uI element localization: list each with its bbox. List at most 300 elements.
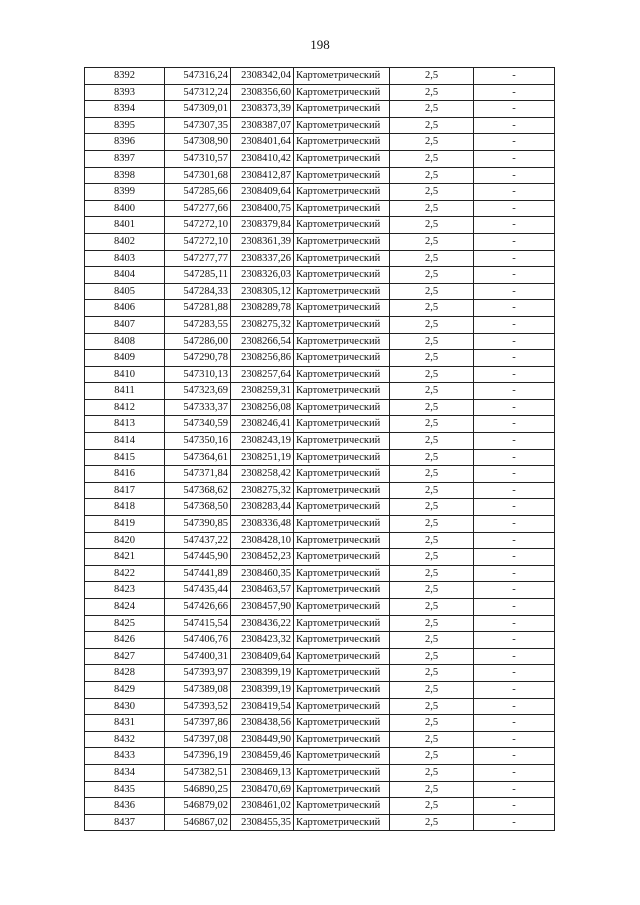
note-cell: - (474, 117, 555, 134)
x-coordinate-cell: 547310,13 (165, 366, 231, 383)
y-coordinate-cell: 2308400,75 (231, 200, 294, 217)
y-coordinate-cell: 2308275,32 (231, 316, 294, 333)
x-coordinate-cell: 547286,00 (165, 333, 231, 350)
table-row (85, 565, 555, 582)
x-coordinate-cell: 547285,66 (165, 184, 231, 201)
accuracy-cell: 2,5 (390, 267, 474, 284)
accuracy-cell: 2,5 (390, 665, 474, 682)
point-number-cell: 8405 (85, 283, 165, 300)
x-coordinate-cell: 547426,66 (165, 599, 231, 616)
point-number-cell: 8422 (85, 565, 165, 582)
note-cell: - (474, 316, 555, 333)
point-number-cell: 8420 (85, 532, 165, 549)
method-cell: Картометрический (294, 748, 390, 765)
note-cell: - (474, 615, 555, 632)
note-cell: - (474, 466, 555, 483)
method-cell: Картометрический (294, 764, 390, 781)
accuracy-cell: 2,5 (390, 748, 474, 765)
table-row (85, 764, 555, 781)
method-cell: Картометрический (294, 150, 390, 167)
table-row (85, 632, 555, 649)
table-row (85, 150, 555, 167)
note-cell: - (474, 366, 555, 383)
y-coordinate-cell: 2308337,26 (231, 250, 294, 267)
y-coordinate-cell: 2308326,03 (231, 267, 294, 284)
x-coordinate-cell: 547368,50 (165, 499, 231, 516)
method-cell: Картометрический (294, 283, 390, 300)
table-row (85, 715, 555, 732)
table-row (85, 814, 555, 831)
accuracy-cell: 2,5 (390, 200, 474, 217)
point-number-cell: 8423 (85, 582, 165, 599)
method-cell: Картометрический (294, 68, 390, 85)
x-coordinate-cell: 547441,89 (165, 565, 231, 582)
note-cell: - (474, 217, 555, 234)
point-number-cell: 8424 (85, 599, 165, 616)
method-cell: Картометрический (294, 184, 390, 201)
accuracy-cell: 2,5 (390, 798, 474, 815)
y-coordinate-cell: 2308452,23 (231, 549, 294, 566)
x-coordinate-cell: 547301,68 (165, 167, 231, 184)
table-row (85, 731, 555, 748)
y-coordinate-cell: 2308461,02 (231, 798, 294, 815)
x-coordinate-cell: 547283,55 (165, 316, 231, 333)
note-cell: - (474, 150, 555, 167)
note-cell: - (474, 84, 555, 101)
point-number-cell: 8394 (85, 101, 165, 118)
note-cell: - (474, 167, 555, 184)
y-coordinate-cell: 2308419,54 (231, 698, 294, 715)
point-number-cell: 8411 (85, 383, 165, 400)
method-cell: Картометрический (294, 399, 390, 416)
accuracy-cell: 2,5 (390, 167, 474, 184)
note-cell: - (474, 482, 555, 499)
accuracy-cell: 2,5 (390, 416, 474, 433)
method-cell: Картометрический (294, 731, 390, 748)
method-cell: Картометрический (294, 117, 390, 134)
x-coordinate-cell: 547272,10 (165, 233, 231, 250)
point-number-cell: 8400 (85, 200, 165, 217)
accuracy-cell: 2,5 (390, 366, 474, 383)
x-coordinate-cell: 547290,78 (165, 350, 231, 367)
note-cell: - (474, 433, 555, 450)
table-row (85, 781, 555, 798)
point-number-cell: 8397 (85, 150, 165, 167)
table-row (85, 416, 555, 433)
y-coordinate-cell: 2308470,69 (231, 781, 294, 798)
note-cell: - (474, 267, 555, 284)
accuracy-cell: 2,5 (390, 648, 474, 665)
note-cell: - (474, 250, 555, 267)
note-cell: - (474, 582, 555, 599)
point-number-cell: 8431 (85, 715, 165, 732)
note-cell: - (474, 798, 555, 815)
y-coordinate-cell: 2308266,54 (231, 333, 294, 350)
table-row (85, 681, 555, 698)
table-row (85, 267, 555, 284)
note-cell: - (474, 300, 555, 317)
method-cell: Картометрический (294, 233, 390, 250)
accuracy-cell: 2,5 (390, 532, 474, 549)
point-number-cell: 8412 (85, 399, 165, 416)
x-coordinate-cell: 547389,08 (165, 681, 231, 698)
point-number-cell: 8421 (85, 549, 165, 566)
point-number-cell: 8409 (85, 350, 165, 367)
table-row (85, 316, 555, 333)
point-number-cell: 8436 (85, 798, 165, 815)
accuracy-cell: 2,5 (390, 715, 474, 732)
x-coordinate-cell: 547400,31 (165, 648, 231, 665)
accuracy-cell: 2,5 (390, 117, 474, 134)
y-coordinate-cell: 2308379,84 (231, 217, 294, 234)
accuracy-cell: 2,5 (390, 764, 474, 781)
point-number-cell: 8399 (85, 184, 165, 201)
accuracy-cell: 2,5 (390, 632, 474, 649)
accuracy-cell: 2,5 (390, 698, 474, 715)
y-coordinate-cell: 2308256,08 (231, 399, 294, 416)
table-row (85, 383, 555, 400)
y-coordinate-cell: 2308275,32 (231, 482, 294, 499)
method-cell: Картометрический (294, 582, 390, 599)
x-coordinate-cell: 546879,02 (165, 798, 231, 815)
point-number-cell: 8429 (85, 681, 165, 698)
table-row (85, 68, 555, 85)
x-coordinate-cell: 547390,85 (165, 516, 231, 533)
x-coordinate-cell: 547406,76 (165, 632, 231, 649)
method-cell: Картометрический (294, 134, 390, 151)
point-number-cell: 8398 (85, 167, 165, 184)
x-coordinate-cell: 547272,10 (165, 217, 231, 234)
table-row (85, 748, 555, 765)
x-coordinate-cell: 547281,88 (165, 300, 231, 317)
method-cell: Картометрический (294, 466, 390, 483)
accuracy-cell: 2,5 (390, 350, 474, 367)
note-cell: - (474, 565, 555, 582)
accuracy-cell: 2,5 (390, 814, 474, 831)
accuracy-cell: 2,5 (390, 233, 474, 250)
method-cell: Картометрический (294, 665, 390, 682)
x-coordinate-cell: 547397,08 (165, 731, 231, 748)
table-row (85, 466, 555, 483)
accuracy-cell: 2,5 (390, 499, 474, 516)
note-cell: - (474, 333, 555, 350)
accuracy-cell: 2,5 (390, 399, 474, 416)
table-row (85, 698, 555, 715)
point-number-cell: 8432 (85, 731, 165, 748)
point-number-cell: 8414 (85, 433, 165, 450)
note-cell: - (474, 350, 555, 367)
x-coordinate-cell: 547396,19 (165, 748, 231, 765)
x-coordinate-cell: 547435,44 (165, 582, 231, 599)
x-coordinate-cell: 547397,86 (165, 715, 231, 732)
table-row (85, 449, 555, 466)
point-number-cell: 8417 (85, 482, 165, 499)
point-number-cell: 8426 (85, 632, 165, 649)
point-number-cell: 8395 (85, 117, 165, 134)
table-row (85, 233, 555, 250)
note-cell: - (474, 781, 555, 798)
point-number-cell: 8406 (85, 300, 165, 317)
y-coordinate-cell: 2308387,07 (231, 117, 294, 134)
accuracy-cell: 2,5 (390, 150, 474, 167)
accuracy-cell: 2,5 (390, 549, 474, 566)
accuracy-cell: 2,5 (390, 582, 474, 599)
note-cell: - (474, 665, 555, 682)
method-cell: Картометрический (294, 549, 390, 566)
method-cell: Картометрический (294, 250, 390, 267)
y-coordinate-cell: 2308251,19 (231, 449, 294, 466)
note-cell: - (474, 814, 555, 831)
point-number-cell: 8393 (85, 84, 165, 101)
table-row (85, 184, 555, 201)
method-cell: Картометрический (294, 366, 390, 383)
method-cell: Картометрический (294, 333, 390, 350)
point-number-cell: 8408 (85, 333, 165, 350)
note-cell: - (474, 532, 555, 549)
x-coordinate-cell: 547285,11 (165, 267, 231, 284)
x-coordinate-cell: 547307,35 (165, 117, 231, 134)
method-cell: Картометрический (294, 383, 390, 400)
table-row (85, 84, 555, 101)
note-cell: - (474, 283, 555, 300)
method-cell: Картометрический (294, 698, 390, 715)
table-row (85, 499, 555, 516)
y-coordinate-cell: 2308409,64 (231, 648, 294, 665)
method-cell: Картометрический (294, 516, 390, 533)
table-row (85, 399, 555, 416)
point-number-cell: 8404 (85, 267, 165, 284)
y-coordinate-cell: 2308409,64 (231, 184, 294, 201)
x-coordinate-cell: 547368,62 (165, 482, 231, 499)
table-row (85, 582, 555, 599)
table-row (85, 101, 555, 118)
method-cell: Картометрический (294, 482, 390, 499)
point-number-cell: 8416 (85, 466, 165, 483)
point-number-cell: 8437 (85, 814, 165, 831)
accuracy-cell: 2,5 (390, 283, 474, 300)
y-coordinate-cell: 2308455,35 (231, 814, 294, 831)
point-number-cell: 8425 (85, 615, 165, 632)
method-cell: Картометрический (294, 101, 390, 118)
y-coordinate-cell: 2308457,90 (231, 599, 294, 616)
method-cell: Картометрический (294, 565, 390, 582)
table-row (85, 798, 555, 815)
y-coordinate-cell: 2308259,31 (231, 383, 294, 400)
method-cell: Картометрический (294, 416, 390, 433)
y-coordinate-cell: 2308361,39 (231, 233, 294, 250)
note-cell: - (474, 499, 555, 516)
x-coordinate-cell: 547393,52 (165, 698, 231, 715)
y-coordinate-cell: 2308283,44 (231, 499, 294, 516)
note-cell: - (474, 764, 555, 781)
accuracy-cell: 2,5 (390, 333, 474, 350)
method-cell: Картометрический (294, 200, 390, 217)
y-coordinate-cell: 2308289,78 (231, 300, 294, 317)
table-row (85, 283, 555, 300)
x-coordinate-cell: 547277,77 (165, 250, 231, 267)
method-cell: Картометрический (294, 316, 390, 333)
method-cell: Картометрический (294, 715, 390, 732)
point-number-cell: 8413 (85, 416, 165, 433)
table-row (85, 333, 555, 350)
table-row (85, 433, 555, 450)
method-cell: Картометрический (294, 217, 390, 234)
note-cell: - (474, 233, 555, 250)
accuracy-cell: 2,5 (390, 101, 474, 118)
y-coordinate-cell: 2308336,48 (231, 516, 294, 533)
x-coordinate-cell: 546867,02 (165, 814, 231, 831)
table-row (85, 549, 555, 566)
note-cell: - (474, 549, 555, 566)
note-cell: - (474, 101, 555, 118)
accuracy-cell: 2,5 (390, 681, 474, 698)
method-cell: Картометрический (294, 449, 390, 466)
x-coordinate-cell: 547323,69 (165, 383, 231, 400)
note-cell: - (474, 383, 555, 400)
y-coordinate-cell: 2308305,12 (231, 283, 294, 300)
y-coordinate-cell: 2308256,86 (231, 350, 294, 367)
method-cell: Картометрический (294, 615, 390, 632)
table-row (85, 200, 555, 217)
x-coordinate-cell: 547340,59 (165, 416, 231, 433)
table-row (85, 665, 555, 682)
accuracy-cell: 2,5 (390, 134, 474, 151)
method-cell: Картометрический (294, 599, 390, 616)
x-coordinate-cell: 547382,51 (165, 764, 231, 781)
table-row (85, 532, 555, 549)
note-cell: - (474, 416, 555, 433)
table-row (85, 167, 555, 184)
method-cell: Картометрический (294, 167, 390, 184)
table-row (85, 599, 555, 616)
method-cell: Картометрический (294, 798, 390, 815)
method-cell: Картометрический (294, 499, 390, 516)
point-number-cell: 8434 (85, 764, 165, 781)
table-row (85, 117, 555, 134)
y-coordinate-cell: 2308373,39 (231, 101, 294, 118)
x-coordinate-cell: 547371,84 (165, 466, 231, 483)
note-cell: - (474, 648, 555, 665)
x-coordinate-cell: 547309,01 (165, 101, 231, 118)
table-row (85, 250, 555, 267)
x-coordinate-cell: 547333,37 (165, 399, 231, 416)
point-number-cell: 8415 (85, 449, 165, 466)
method-cell: Картометрический (294, 300, 390, 317)
table-row (85, 482, 555, 499)
table-row (85, 134, 555, 151)
y-coordinate-cell: 2308449,90 (231, 731, 294, 748)
y-coordinate-cell: 2308469,13 (231, 764, 294, 781)
accuracy-cell: 2,5 (390, 184, 474, 201)
accuracy-cell: 2,5 (390, 599, 474, 616)
note-cell: - (474, 599, 555, 616)
y-coordinate-cell: 2308436,22 (231, 615, 294, 632)
y-coordinate-cell: 2308356,60 (231, 84, 294, 101)
point-number-cell: 8407 (85, 316, 165, 333)
accuracy-cell: 2,5 (390, 615, 474, 632)
accuracy-cell: 2,5 (390, 449, 474, 466)
point-number-cell: 8392 (85, 68, 165, 85)
point-number-cell: 8396 (85, 134, 165, 151)
note-cell: - (474, 681, 555, 698)
accuracy-cell: 2,5 (390, 482, 474, 499)
accuracy-cell: 2,5 (390, 84, 474, 101)
accuracy-cell: 2,5 (390, 300, 474, 317)
page-number: 198 (310, 37, 330, 52)
x-coordinate-cell: 547284,33 (165, 283, 231, 300)
accuracy-cell: 2,5 (390, 466, 474, 483)
note-cell: - (474, 698, 555, 715)
accuracy-cell: 2,5 (390, 68, 474, 85)
point-number-cell: 8428 (85, 665, 165, 682)
y-coordinate-cell: 2308401,64 (231, 134, 294, 151)
method-cell: Картометрический (294, 648, 390, 665)
note-cell: - (474, 200, 555, 217)
note-cell: - (474, 632, 555, 649)
x-coordinate-cell: 547310,57 (165, 150, 231, 167)
note-cell: - (474, 731, 555, 748)
x-coordinate-cell: 547393,97 (165, 665, 231, 682)
table-row (85, 615, 555, 632)
y-coordinate-cell: 2308246,41 (231, 416, 294, 433)
note-cell: - (474, 516, 555, 533)
y-coordinate-cell: 2308459,46 (231, 748, 294, 765)
point-number-cell: 8403 (85, 250, 165, 267)
method-cell: Картометрический (294, 781, 390, 798)
y-coordinate-cell: 2308399,19 (231, 681, 294, 698)
accuracy-cell: 2,5 (390, 433, 474, 450)
note-cell: - (474, 134, 555, 151)
y-coordinate-cell: 2308258,42 (231, 466, 294, 483)
table-row (85, 648, 555, 665)
x-coordinate-cell: 547364,61 (165, 449, 231, 466)
y-coordinate-cell: 2308428,10 (231, 532, 294, 549)
x-coordinate-cell: 547277,66 (165, 200, 231, 217)
accuracy-cell: 2,5 (390, 731, 474, 748)
table-row (85, 217, 555, 234)
y-coordinate-cell: 2308342,04 (231, 68, 294, 85)
y-coordinate-cell: 2308243,19 (231, 433, 294, 450)
table-row (85, 350, 555, 367)
note-cell: - (474, 399, 555, 416)
method-cell: Картометрический (294, 681, 390, 698)
y-coordinate-cell: 2308399,19 (231, 665, 294, 682)
accuracy-cell: 2,5 (390, 516, 474, 533)
point-number-cell: 8402 (85, 233, 165, 250)
point-number-cell: 8418 (85, 499, 165, 516)
x-coordinate-cell: 547308,90 (165, 134, 231, 151)
method-cell: Картометрический (294, 433, 390, 450)
accuracy-cell: 2,5 (390, 565, 474, 582)
point-number-cell: 8419 (85, 516, 165, 533)
point-number-cell: 8433 (85, 748, 165, 765)
table-row (85, 516, 555, 533)
y-coordinate-cell: 2308438,56 (231, 715, 294, 732)
y-coordinate-cell: 2308412,87 (231, 167, 294, 184)
accuracy-cell: 2,5 (390, 781, 474, 798)
y-coordinate-cell: 2308410,42 (231, 150, 294, 167)
note-cell: - (474, 748, 555, 765)
y-coordinate-cell: 2308460,35 (231, 565, 294, 582)
coordinates-table (84, 67, 555, 831)
y-coordinate-cell: 2308463,57 (231, 582, 294, 599)
method-cell: Картометрический (294, 632, 390, 649)
coordinates-table-body (85, 68, 555, 831)
note-cell: - (474, 184, 555, 201)
x-coordinate-cell: 547445,90 (165, 549, 231, 566)
point-number-cell: 8410 (85, 366, 165, 383)
table-row (85, 300, 555, 317)
